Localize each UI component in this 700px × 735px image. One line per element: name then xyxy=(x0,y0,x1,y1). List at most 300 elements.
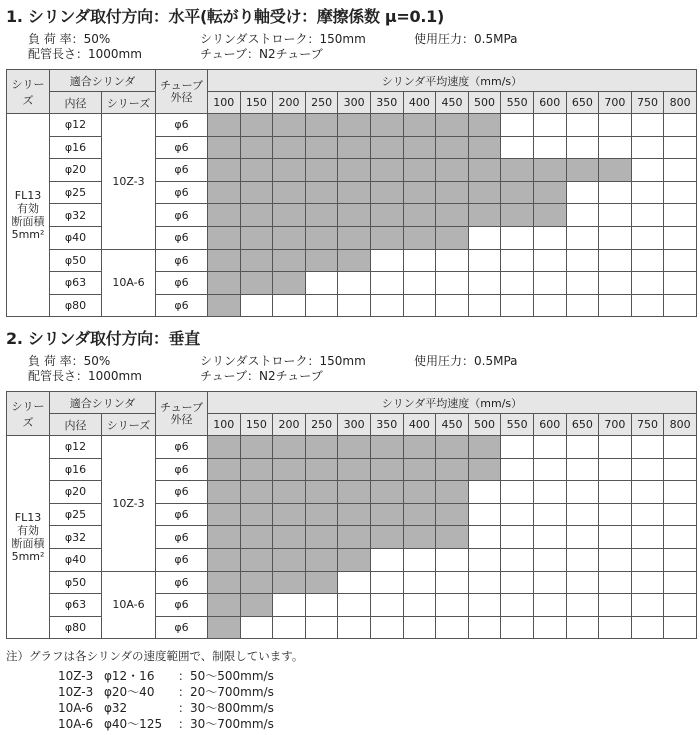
speed-cell-out-of-range xyxy=(501,294,534,317)
speed-cell-out-of-range xyxy=(566,526,599,549)
series-name-line: FL13 xyxy=(14,511,42,525)
speed-cell-out-of-range xyxy=(403,272,436,295)
speed-cell-out-of-range xyxy=(370,294,403,317)
speed-cell-in-range xyxy=(403,436,436,459)
speed-tick: 450 xyxy=(436,92,469,114)
speed-cell-in-range xyxy=(240,136,273,159)
speed-cell-out-of-range xyxy=(566,249,599,272)
speed-cell-out-of-range xyxy=(370,594,403,617)
speed-cell-in-range xyxy=(403,159,436,182)
speed-cell-in-range xyxy=(305,181,338,204)
speed-cell-out-of-range xyxy=(501,136,534,159)
speed-cell-out-of-range xyxy=(664,503,697,526)
speed-tick: 400 xyxy=(403,92,436,114)
note-bore: φ20〜40 xyxy=(104,685,155,699)
series-name-line: 有効 xyxy=(17,202,39,216)
speed-cell-in-range xyxy=(273,481,306,504)
speed-cell-out-of-range xyxy=(599,114,632,137)
notes-list xyxy=(58,668,274,732)
speed-cell-in-range xyxy=(403,526,436,549)
speed-cell-in-range xyxy=(305,249,338,272)
speed-cell-out-of-range xyxy=(501,458,534,481)
speed-cell-in-range xyxy=(338,458,371,481)
speed-cell-in-range xyxy=(273,181,306,204)
speed-cell-out-of-range xyxy=(533,436,566,459)
speed-tick: 800 xyxy=(664,92,697,114)
tube-od-cell: φ6 xyxy=(156,616,208,639)
speed-cell-out-of-range xyxy=(338,272,371,295)
note-range: ：20〜700mm/s xyxy=(178,685,274,699)
speed-cell-in-range xyxy=(208,272,241,295)
speed-cell-in-range xyxy=(208,204,241,227)
note-bore: φ32 xyxy=(104,701,128,715)
speed-tick: 550 xyxy=(501,414,534,436)
speed-cell-in-range xyxy=(436,458,469,481)
speed-cell-out-of-range xyxy=(599,294,632,317)
speed-cell-out-of-range xyxy=(370,272,403,295)
speed-cell-out-of-range xyxy=(533,272,566,295)
speed-cell-out-of-range xyxy=(436,616,469,639)
speed-cell-out-of-range xyxy=(403,294,436,317)
tube-od-cell: φ6 xyxy=(156,503,208,526)
speed-cell-in-range xyxy=(338,159,371,182)
speed-cell-in-range xyxy=(240,481,273,504)
speed-cell-out-of-range xyxy=(468,526,501,549)
speed-cell-in-range xyxy=(338,436,371,459)
speed-cell-out-of-range xyxy=(631,548,664,571)
header-cyl-series: シリーズ xyxy=(102,92,156,114)
section-2-load-rate: 負 荷 率：50% xyxy=(28,354,111,368)
speed-cell-in-range xyxy=(240,503,273,526)
note-series: 10Z-3 xyxy=(58,685,94,699)
header-tube-od xyxy=(156,392,208,436)
header-tube-line2: 外径 xyxy=(170,90,193,104)
speed-cell-out-of-range xyxy=(370,249,403,272)
speed-cell-in-range xyxy=(208,616,241,639)
speed-cell-out-of-range xyxy=(566,481,599,504)
speed-tick: 500 xyxy=(468,92,501,114)
speed-cell-out-of-range xyxy=(599,436,632,459)
speed-cell-out-of-range xyxy=(436,272,469,295)
note-range: ：30〜800mm/s xyxy=(178,701,274,715)
speed-cell-out-of-range xyxy=(533,616,566,639)
speed-cell-in-range xyxy=(273,571,306,594)
speed-cell-in-range xyxy=(501,181,534,204)
section-2-tube: チューブ：N2チューブ xyxy=(200,369,323,383)
speed-cell-out-of-range xyxy=(631,571,664,594)
speed-cell-in-range xyxy=(273,204,306,227)
speed-cell-in-range xyxy=(273,526,306,549)
speed-cell-in-range xyxy=(436,181,469,204)
speed-cell-in-range xyxy=(305,571,338,594)
speed-cell-out-of-range xyxy=(664,114,697,137)
cylinder-series-cell: 10A-6 xyxy=(102,249,156,317)
speed-cell-out-of-range xyxy=(664,458,697,481)
speed-tick: 350 xyxy=(370,414,403,436)
speed-cell-out-of-range xyxy=(599,458,632,481)
speed-tick: 400 xyxy=(403,414,436,436)
speed-cell-out-of-range xyxy=(533,594,566,617)
speed-cell-out-of-range xyxy=(631,481,664,504)
speed-cell-in-range xyxy=(240,571,273,594)
speed-cell-in-range xyxy=(436,503,469,526)
speed-cell-out-of-range xyxy=(664,204,697,227)
cylinder-series-cell: 10A-6 xyxy=(102,571,156,639)
speed-cell-out-of-range xyxy=(468,503,501,526)
speed-cell-out-of-range xyxy=(533,226,566,249)
speed-cell-in-range xyxy=(338,526,371,549)
speed-cell-out-of-range xyxy=(533,503,566,526)
speed-cell-in-range xyxy=(273,226,306,249)
series-name-line: 5mm² xyxy=(11,550,45,564)
speed-tick: 650 xyxy=(566,92,599,114)
speed-cell-out-of-range xyxy=(631,616,664,639)
speed-cell-in-range xyxy=(208,481,241,504)
speed-tick: 750 xyxy=(631,414,664,436)
speed-cell-in-range xyxy=(208,436,241,459)
speed-cell-out-of-range xyxy=(599,594,632,617)
speed-cell-out-of-range xyxy=(436,594,469,617)
speed-cell-out-of-range xyxy=(566,503,599,526)
bore-cell: φ50 xyxy=(50,571,102,594)
speed-cell-in-range xyxy=(305,204,338,227)
speed-cell-out-of-range xyxy=(599,526,632,549)
speed-cell-out-of-range xyxy=(664,594,697,617)
speed-cell-in-range xyxy=(468,204,501,227)
speed-cell-in-range xyxy=(305,226,338,249)
header-speed-label: シリンダ平均速度（mm/s） xyxy=(208,392,697,414)
speed-cell-out-of-range xyxy=(566,548,599,571)
speed-cell-in-range xyxy=(208,159,241,182)
speed-cell-in-range xyxy=(370,481,403,504)
speed-cell-out-of-range xyxy=(501,249,534,272)
speed-cell-out-of-range xyxy=(273,616,306,639)
speed-cell-out-of-range xyxy=(403,594,436,617)
speed-cell-in-range xyxy=(305,436,338,459)
speed-cell-out-of-range xyxy=(533,548,566,571)
speed-cell-in-range xyxy=(436,159,469,182)
speed-cell-in-range xyxy=(403,458,436,481)
speed-cell-out-of-range xyxy=(631,526,664,549)
series-name-line: 断面積 xyxy=(11,537,45,551)
speed-cell-in-range xyxy=(338,481,371,504)
speed-table-vertical xyxy=(6,391,697,639)
speed-cell-out-of-range xyxy=(403,548,436,571)
speed-cell-in-range xyxy=(501,204,534,227)
speed-cell-out-of-range xyxy=(501,616,534,639)
table-row xyxy=(7,249,697,272)
speed-cell-in-range xyxy=(338,181,371,204)
speed-cell-in-range xyxy=(403,204,436,227)
speed-cell-out-of-range xyxy=(566,181,599,204)
speed-tick: 250 xyxy=(305,414,338,436)
speed-cell-in-range xyxy=(436,436,469,459)
speed-cell-out-of-range xyxy=(533,114,566,137)
speed-cell-out-of-range xyxy=(664,136,697,159)
speed-tick: 300 xyxy=(338,414,371,436)
tube-od-cell: φ6 xyxy=(156,136,208,159)
notes-label: 注）グラフは各シリンダの速度範囲で、制限しています。 xyxy=(6,649,304,663)
speed-cell-in-range xyxy=(403,136,436,159)
speed-cell-in-range xyxy=(468,114,501,137)
speed-cell-out-of-range xyxy=(566,226,599,249)
speed-cell-in-range xyxy=(208,594,241,617)
bore-cell: φ20 xyxy=(50,481,102,504)
speed-cell-in-range xyxy=(240,594,273,617)
speed-cell-out-of-range xyxy=(631,458,664,481)
tube-od-cell: φ6 xyxy=(156,594,208,617)
speed-cell-out-of-range xyxy=(664,159,697,182)
speed-cell-out-of-range xyxy=(566,114,599,137)
speed-cell-in-range xyxy=(240,204,273,227)
speed-cell-in-range xyxy=(338,249,371,272)
speed-cell-in-range xyxy=(208,249,241,272)
speed-cell-in-range xyxy=(208,136,241,159)
speed-cell-in-range xyxy=(468,181,501,204)
speed-cell-in-range xyxy=(468,458,501,481)
speed-cell-in-range xyxy=(208,294,241,317)
speed-cell-in-range xyxy=(436,481,469,504)
speed-tick: 250 xyxy=(305,92,338,114)
bore-cell: φ40 xyxy=(50,226,102,249)
speed-cell-out-of-range xyxy=(631,272,664,295)
tube-od-cell: φ6 xyxy=(156,526,208,549)
speed-cell-out-of-range xyxy=(501,272,534,295)
speed-cell-in-range xyxy=(208,503,241,526)
speed-cell-out-of-range xyxy=(370,548,403,571)
speed-cell-in-range xyxy=(305,548,338,571)
series-name-line: 有効 xyxy=(17,524,39,538)
section-2-stroke: シリンダストローク：150mm xyxy=(200,354,366,368)
speed-cell-out-of-range xyxy=(664,249,697,272)
speed-cell-out-of-range xyxy=(566,272,599,295)
speed-cell-out-of-range xyxy=(631,181,664,204)
speed-cell-out-of-range xyxy=(599,226,632,249)
speed-cell-in-range xyxy=(240,181,273,204)
section-1-stroke: シリンダストローク：150mm xyxy=(200,32,366,46)
series-name-line: FL13 xyxy=(14,189,42,203)
header-tube-od xyxy=(156,70,208,114)
speed-cell-out-of-range xyxy=(501,571,534,594)
note-series: 10A-6 xyxy=(58,701,94,715)
bore-cell: φ16 xyxy=(50,136,102,159)
speed-cell-out-of-range xyxy=(403,249,436,272)
header-series: シリーズ xyxy=(7,70,50,114)
speed-cell-in-range xyxy=(338,548,371,571)
speed-cell-in-range xyxy=(208,548,241,571)
speed-cell-out-of-range xyxy=(501,226,534,249)
speed-cell-out-of-range xyxy=(436,548,469,571)
speed-cell-out-of-range xyxy=(599,548,632,571)
speed-cell-out-of-range xyxy=(501,481,534,504)
speed-cell-in-range xyxy=(436,204,469,227)
speed-cell-out-of-range xyxy=(338,594,371,617)
series-name-line: 5mm² xyxy=(11,228,45,242)
speed-cell-out-of-range xyxy=(468,294,501,317)
tube-od-cell: φ6 xyxy=(156,294,208,317)
speed-cell-in-range xyxy=(273,159,306,182)
speed-tick: 100 xyxy=(208,92,241,114)
table-row xyxy=(7,571,697,594)
note-row xyxy=(58,668,274,684)
speed-cell-in-range xyxy=(305,503,338,526)
speed-cell-out-of-range xyxy=(403,571,436,594)
speed-tick: 800 xyxy=(664,414,697,436)
speed-cell-in-range xyxy=(533,204,566,227)
speed-cell-out-of-range xyxy=(468,226,501,249)
speed-cell-in-range xyxy=(240,272,273,295)
speed-cell-out-of-range xyxy=(240,294,273,317)
speed-cell-out-of-range xyxy=(305,616,338,639)
speed-cell-in-range xyxy=(240,548,273,571)
speed-cell-out-of-range xyxy=(403,616,436,639)
header-bore: 内径 xyxy=(50,414,102,436)
speed-cell-out-of-range xyxy=(631,226,664,249)
section-1-piping-length: 配管長さ：1000mm xyxy=(28,47,142,61)
speed-cell-out-of-range xyxy=(338,294,371,317)
header-bore: 内径 xyxy=(50,92,102,114)
speed-cell-out-of-range xyxy=(436,249,469,272)
speed-cell-out-of-range xyxy=(533,249,566,272)
speed-cell-in-range xyxy=(370,226,403,249)
speed-cell-in-range xyxy=(240,114,273,137)
speed-tick: 500 xyxy=(468,414,501,436)
speed-cell-out-of-range xyxy=(501,503,534,526)
speed-cell-out-of-range xyxy=(305,272,338,295)
speed-cell-in-range xyxy=(370,204,403,227)
section-2-piping-length: 配管長さ：1000mm xyxy=(28,369,142,383)
table-row xyxy=(7,436,697,459)
speed-cell-out-of-range xyxy=(468,616,501,639)
speed-cell-out-of-range xyxy=(501,548,534,571)
section-2-pressure: 使用圧力：0.5MPa xyxy=(414,354,518,368)
tube-od-cell: φ6 xyxy=(156,481,208,504)
speed-cell-in-range xyxy=(501,159,534,182)
speed-cell-out-of-range xyxy=(631,249,664,272)
speed-cell-out-of-range xyxy=(631,136,664,159)
speed-tick: 550 xyxy=(501,92,534,114)
speed-cell-out-of-range xyxy=(533,571,566,594)
tube-od-cell: φ6 xyxy=(156,458,208,481)
speed-cell-out-of-range xyxy=(338,616,371,639)
note-row xyxy=(58,716,274,732)
speed-cell-in-range xyxy=(338,226,371,249)
speed-cell-out-of-range xyxy=(664,481,697,504)
speed-tick: 600 xyxy=(533,92,566,114)
speed-cell-in-range xyxy=(273,272,306,295)
speed-cell-in-range xyxy=(403,181,436,204)
speed-cell-in-range xyxy=(305,526,338,549)
speed-tick: 750 xyxy=(631,92,664,114)
speed-cell-out-of-range xyxy=(599,571,632,594)
speed-tick: 150 xyxy=(240,92,273,114)
speed-tick: 650 xyxy=(566,414,599,436)
speed-cell-out-of-range xyxy=(599,204,632,227)
speed-cell-in-range xyxy=(240,458,273,481)
speed-cell-out-of-range xyxy=(599,503,632,526)
speed-cell-in-range xyxy=(305,159,338,182)
note-series: 10A-6 xyxy=(58,717,94,731)
speed-cell-in-range xyxy=(370,114,403,137)
speed-cell-in-range xyxy=(338,503,371,526)
speed-cell-out-of-range xyxy=(468,272,501,295)
speed-cell-out-of-range xyxy=(664,616,697,639)
speed-cell-out-of-range xyxy=(533,526,566,549)
tube-od-cell: φ6 xyxy=(156,226,208,249)
section-2-title: 2. シリンダ取付方向：垂直 xyxy=(6,329,200,348)
speed-cell-in-range xyxy=(273,436,306,459)
speed-cell-in-range xyxy=(436,526,469,549)
speed-cell-out-of-range xyxy=(240,616,273,639)
speed-cell-in-range xyxy=(436,136,469,159)
header-series: シリーズ xyxy=(7,392,50,436)
speed-cell-in-range xyxy=(240,226,273,249)
bore-cell: φ80 xyxy=(50,616,102,639)
speed-cell-in-range xyxy=(370,181,403,204)
speed-cell-in-range xyxy=(305,481,338,504)
cylinder-series-cell: 10Z-3 xyxy=(102,436,156,572)
speed-tick: 150 xyxy=(240,414,273,436)
speed-cell-in-range xyxy=(305,136,338,159)
tube-od-cell: φ6 xyxy=(156,249,208,272)
series-name xyxy=(7,436,50,639)
tube-od-cell: φ6 xyxy=(156,181,208,204)
note-range: ：50〜500mm/s xyxy=(178,669,274,683)
bore-cell: φ50 xyxy=(50,249,102,272)
speed-cell-out-of-range xyxy=(436,294,469,317)
speed-cell-in-range xyxy=(273,548,306,571)
speed-cell-in-range xyxy=(533,159,566,182)
speed-cell-in-range xyxy=(468,436,501,459)
section-1-title: 1. シリンダ取付方向：水平(転がり軸受け：摩擦係数 μ=0.1) xyxy=(6,7,444,26)
speed-cell-out-of-range xyxy=(273,594,306,617)
note-bore: φ12・16 xyxy=(104,669,155,683)
speed-cell-out-of-range xyxy=(599,181,632,204)
tube-od-cell: φ6 xyxy=(156,436,208,459)
bore-cell: φ80 xyxy=(50,294,102,317)
speed-cell-out-of-range xyxy=(566,616,599,639)
speed-cell-in-range xyxy=(370,503,403,526)
speed-cell-out-of-range xyxy=(468,548,501,571)
speed-cell-in-range xyxy=(240,249,273,272)
header-cyl-series: シリーズ xyxy=(102,414,156,436)
speed-cell-out-of-range xyxy=(436,571,469,594)
speed-cell-out-of-range xyxy=(533,481,566,504)
speed-cell-in-range xyxy=(599,159,632,182)
speed-cell-out-of-range xyxy=(599,249,632,272)
speed-tick: 300 xyxy=(338,92,371,114)
speed-cell-out-of-range xyxy=(631,204,664,227)
tube-od-cell: φ6 xyxy=(156,272,208,295)
tube-od-cell: φ6 xyxy=(156,571,208,594)
speed-cell-out-of-range xyxy=(599,136,632,159)
speed-cell-in-range xyxy=(370,159,403,182)
speed-cell-in-range xyxy=(370,436,403,459)
tube-od-cell: φ6 xyxy=(156,114,208,137)
speed-cell-out-of-range xyxy=(468,481,501,504)
bore-cell: φ63 xyxy=(50,594,102,617)
speed-cell-out-of-range xyxy=(370,571,403,594)
speed-cell-in-range xyxy=(370,458,403,481)
speed-cell-out-of-range xyxy=(631,594,664,617)
speed-tick: 200 xyxy=(273,414,306,436)
bore-cell: φ25 xyxy=(50,181,102,204)
speed-cell-out-of-range xyxy=(566,594,599,617)
speed-cell-out-of-range xyxy=(468,571,501,594)
speed-cell-in-range xyxy=(436,226,469,249)
speed-cell-out-of-range xyxy=(501,114,534,137)
speed-cell-out-of-range xyxy=(631,294,664,317)
